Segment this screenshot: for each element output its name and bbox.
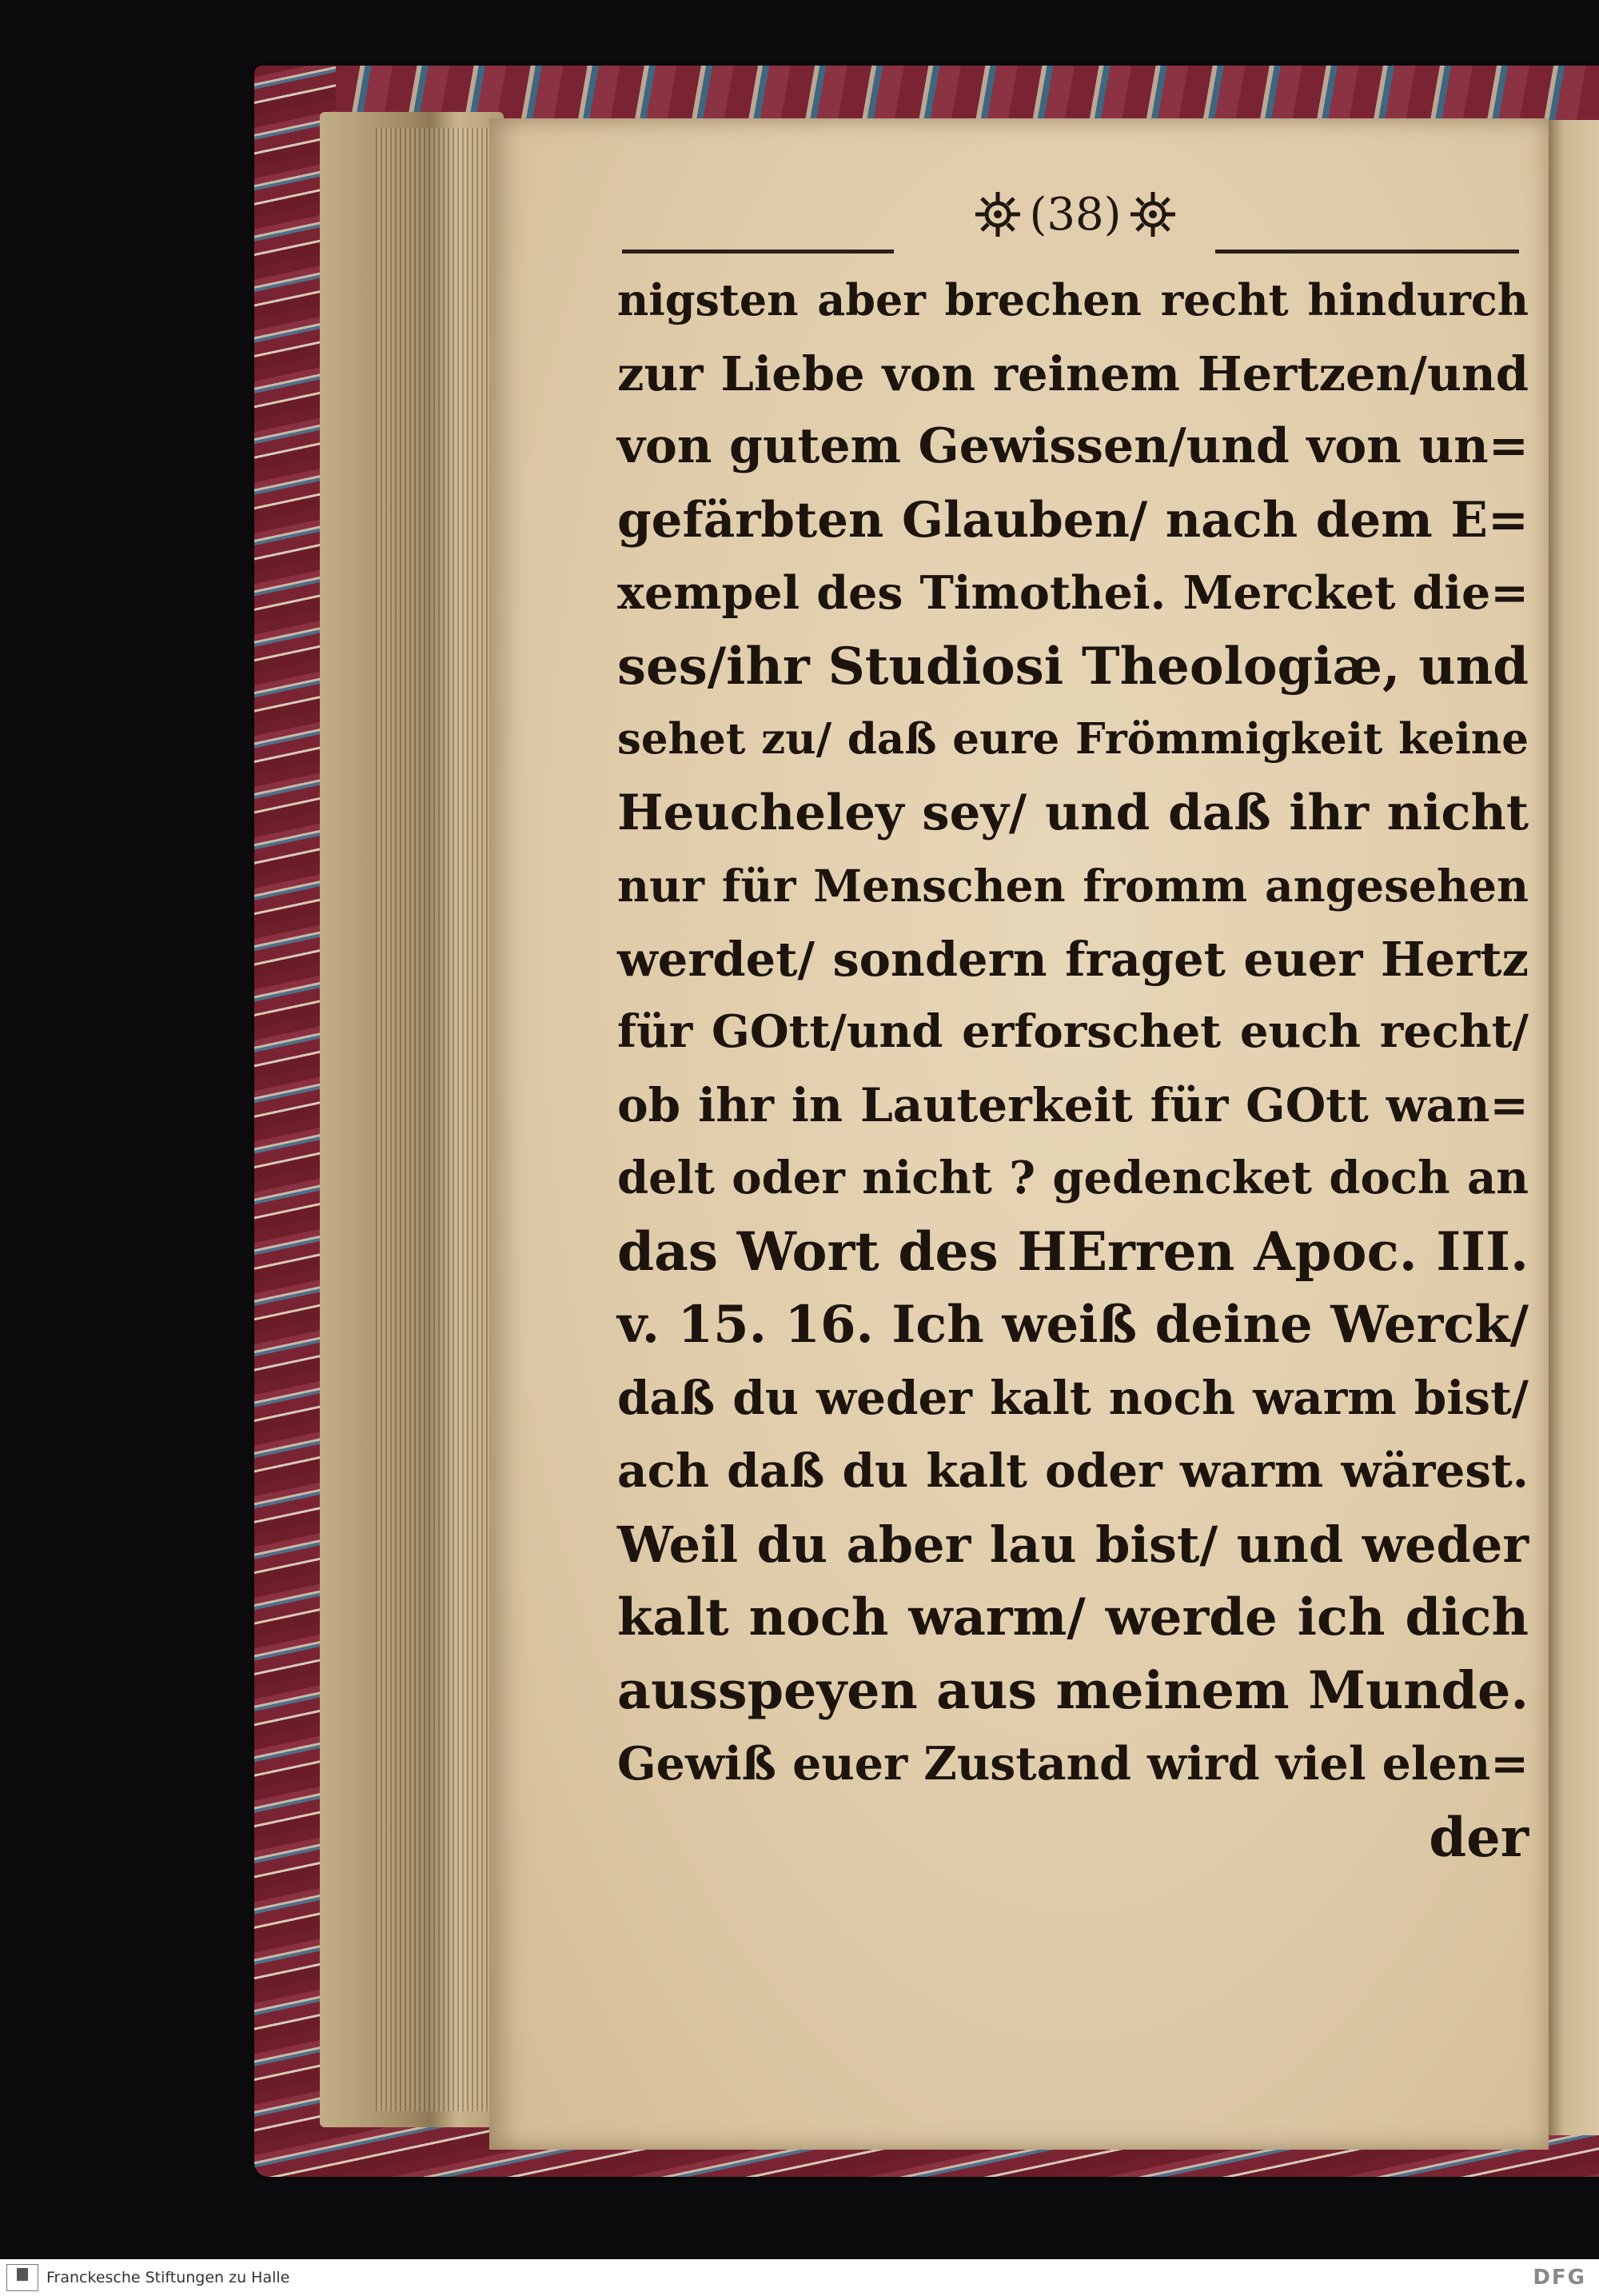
- text-line: für GOtt/und erforschet euch recht/: [617, 1005, 1529, 1058]
- text-line: von gutem Gewissen/und von un=: [617, 418, 1529, 474]
- page-edges: [376, 128, 496, 2111]
- text-line: sehet zu/ daß eure Frömmigkeit keine: [617, 714, 1529, 764]
- institution-logo-icon: [6, 2264, 38, 2291]
- text-line: daß du weder kalt noch warm bist/: [617, 1370, 1529, 1425]
- page-header: [943, 182, 1207, 246]
- text-line: Weil du aber lau bist/ und weder: [617, 1515, 1529, 1574]
- text-line: ob ihr in Lauterkeit für GOtt wan=: [617, 1077, 1529, 1132]
- text-line: werdet/ sondern fraget euer Hertz: [617, 931, 1529, 987]
- text-line: nigsten aber brechen recht hindurch: [617, 274, 1529, 325]
- header-rule-left: [622, 250, 894, 254]
- text-line: Heucheley sey/ und daß ihr nicht: [617, 784, 1529, 841]
- viewer-footer: [0, 2259, 1599, 2296]
- page-number: (38): [1029, 188, 1122, 241]
- text-line: gefärbten Glauben/ nach dem E=: [617, 491, 1529, 549]
- header-rule-right: [1215, 250, 1519, 254]
- text-line: das Wort des HErren Apoc. III.: [617, 1220, 1529, 1283]
- institution-name: Franckesche Stiftungen zu Halle: [46, 2269, 290, 2286]
- text-line: xempel des Timothei. Mercket die=: [617, 566, 1529, 620]
- text-line: delt oder nicht ? gedencket doch an: [617, 1152, 1529, 1204]
- text-line: nur für Menschen fromm angesehen: [617, 860, 1529, 912]
- text-line: Gewiß euer Zustand wird viel elen=: [617, 1737, 1529, 1791]
- ornament-icon: [974, 190, 1022, 238]
- page-body: [617, 264, 1529, 1874]
- text-line: kalt noch warm/ werde ich dich: [617, 1587, 1529, 1647]
- catchword: der: [1429, 1805, 1529, 1869]
- text-line: zur Liebe von reinem Hertzen/und: [617, 345, 1529, 401]
- funder-logo: DFG: [1533, 2266, 1586, 2290]
- text-line: ausspeyen aus meinem Munde.: [617, 1659, 1529, 1721]
- text-line: ach daß du kalt oder warm wärest.: [617, 1443, 1529, 1498]
- text-line: v. 15. 16. Ich weiß deine Werck/: [617, 1295, 1529, 1355]
- cover-edge: [336, 66, 1599, 122]
- ornament-icon: [1129, 190, 1177, 238]
- facing-page: [1549, 120, 1599, 2135]
- text-line: ses/ihr Studiosi Theologiæ, und: [617, 636, 1529, 697]
